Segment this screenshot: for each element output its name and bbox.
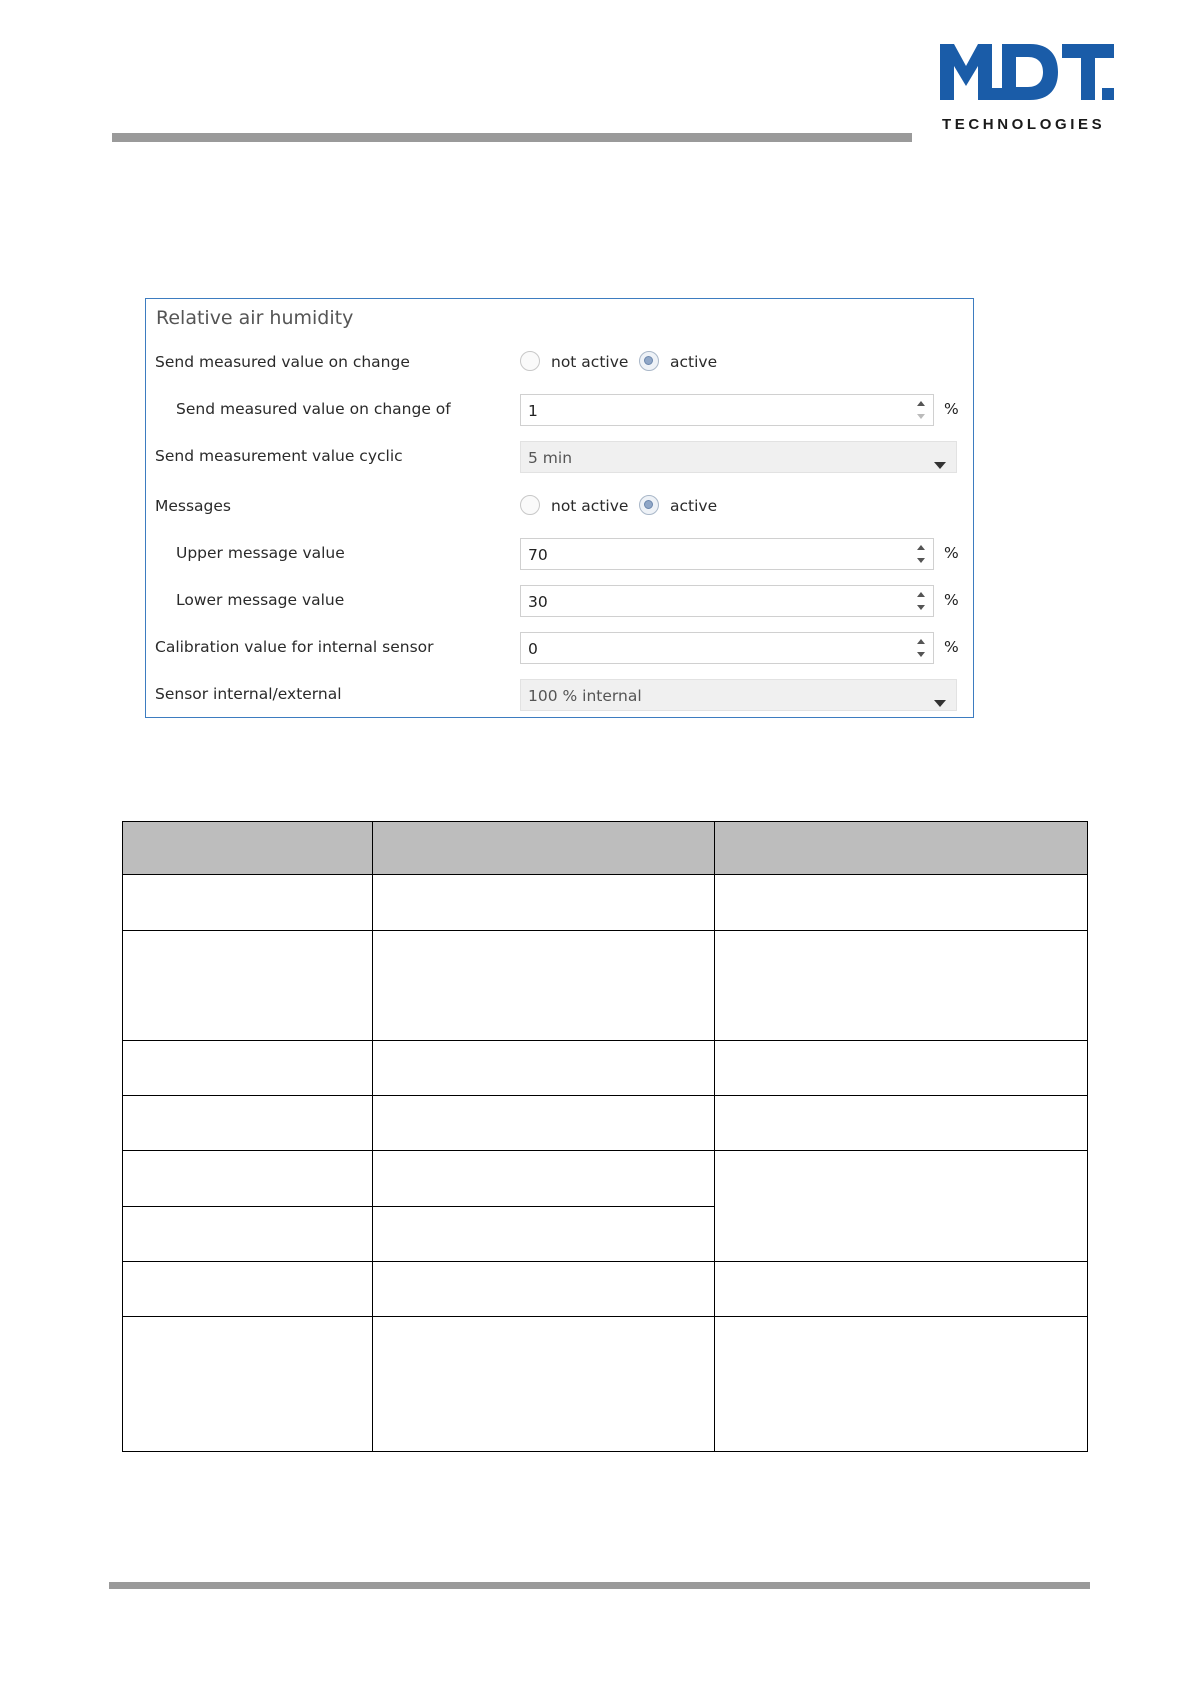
radio-label: not active — [551, 497, 629, 515]
row-cyclic — [146, 439, 973, 473]
row-label: Lower message value — [176, 591, 345, 609]
footer-rule — [109, 1582, 1090, 1589]
table-cell — [123, 1096, 373, 1151]
row-lower-message — [146, 583, 973, 617]
table-cell — [373, 1096, 715, 1151]
dropdown-value: 5 min — [528, 449, 573, 467]
table-cell — [373, 1207, 715, 1262]
table-cell — [373, 1151, 715, 1207]
spin-arrows-icon[interactable] — [915, 636, 927, 660]
table-cell — [715, 1317, 1088, 1452]
spin-input[interactable] — [520, 538, 934, 570]
row-messages — [146, 489, 973, 523]
table-row — [123, 875, 1088, 931]
table-row — [123, 1151, 1088, 1207]
parameter-panel — [145, 298, 974, 718]
row-upper-message — [146, 536, 973, 570]
table-header-cell — [715, 822, 1088, 875]
table-row — [123, 1041, 1088, 1096]
row-label: Send measured value on change — [155, 353, 410, 371]
logo-subtitle: TECHNOLOGIES — [942, 116, 1106, 133]
table-cell — [123, 1041, 373, 1096]
row-label: Upper message value — [176, 544, 345, 562]
spin-arrows-icon[interactable] — [915, 542, 927, 566]
radio-label: active — [670, 353, 718, 371]
spin-arrows-icon[interactable] — [915, 398, 927, 422]
dropdown-value: 100 % internal — [528, 687, 642, 705]
spin-value: 70 — [528, 546, 548, 564]
table-cell — [123, 1262, 373, 1317]
row-label: Send measurement value cyclic — [155, 447, 403, 465]
table-row — [123, 1317, 1088, 1452]
spin-arrows-icon[interactable] — [915, 589, 927, 613]
chevron-down-icon — [934, 454, 946, 473]
spin-value: 30 — [528, 593, 548, 611]
table-cell — [123, 1207, 373, 1262]
table-cell — [715, 1041, 1088, 1096]
table-header-row — [123, 822, 1088, 875]
sensor-dropdown[interactable] — [520, 679, 957, 711]
cyclic-dropdown[interactable] — [520, 441, 957, 473]
header-rule — [112, 133, 912, 142]
table-cell — [715, 931, 1088, 1041]
table-cell — [373, 1041, 715, 1096]
row-label: Send measured value on change of — [176, 400, 451, 418]
table-cell-merged — [715, 1151, 1088, 1262]
table-row — [123, 1262, 1088, 1317]
table-cell — [123, 1151, 373, 1207]
table-cell — [373, 931, 715, 1041]
table-cell — [123, 1317, 373, 1452]
row-calibration — [146, 630, 973, 664]
table-cell — [373, 1262, 715, 1317]
radio-not-active[interactable] — [520, 495, 540, 515]
row-label: Calibration value for internal sensor — [155, 638, 434, 656]
radio-label: not active — [551, 353, 629, 371]
table-cell — [715, 875, 1088, 931]
radio-label: active — [670, 497, 718, 515]
panel-title: Relative air humidity — [156, 307, 354, 329]
spin-value: 1 — [528, 402, 538, 420]
table-cell — [123, 931, 373, 1041]
radio-not-active[interactable] — [520, 351, 540, 371]
spin-input[interactable] — [520, 632, 934, 664]
table-row — [123, 931, 1088, 1041]
row-change-of — [146, 392, 973, 426]
row-sensor — [146, 677, 973, 711]
unit-label: % — [944, 591, 959, 609]
unit-label: % — [944, 638, 959, 656]
table-cell — [123, 875, 373, 931]
row-label: Messages — [155, 497, 232, 515]
spin-value: 0 — [528, 640, 538, 658]
radio-active[interactable] — [639, 351, 659, 371]
table-cell — [373, 1317, 715, 1452]
table-cell — [715, 1262, 1088, 1317]
spin-input[interactable] — [520, 394, 934, 426]
table-cell — [715, 1096, 1088, 1151]
row-label: Sensor internal/external — [155, 685, 342, 703]
table-header-cell — [123, 822, 373, 875]
unit-label: % — [944, 544, 959, 562]
row-send-on-change — [146, 345, 973, 379]
table-cell — [373, 875, 715, 931]
unit-label: % — [944, 400, 959, 418]
table-header-cell — [373, 822, 715, 875]
table-row — [123, 1096, 1088, 1151]
radio-active[interactable] — [639, 495, 659, 515]
parameter-table — [122, 821, 1088, 1452]
chevron-down-icon — [934, 692, 946, 711]
spin-input[interactable] — [520, 585, 934, 617]
